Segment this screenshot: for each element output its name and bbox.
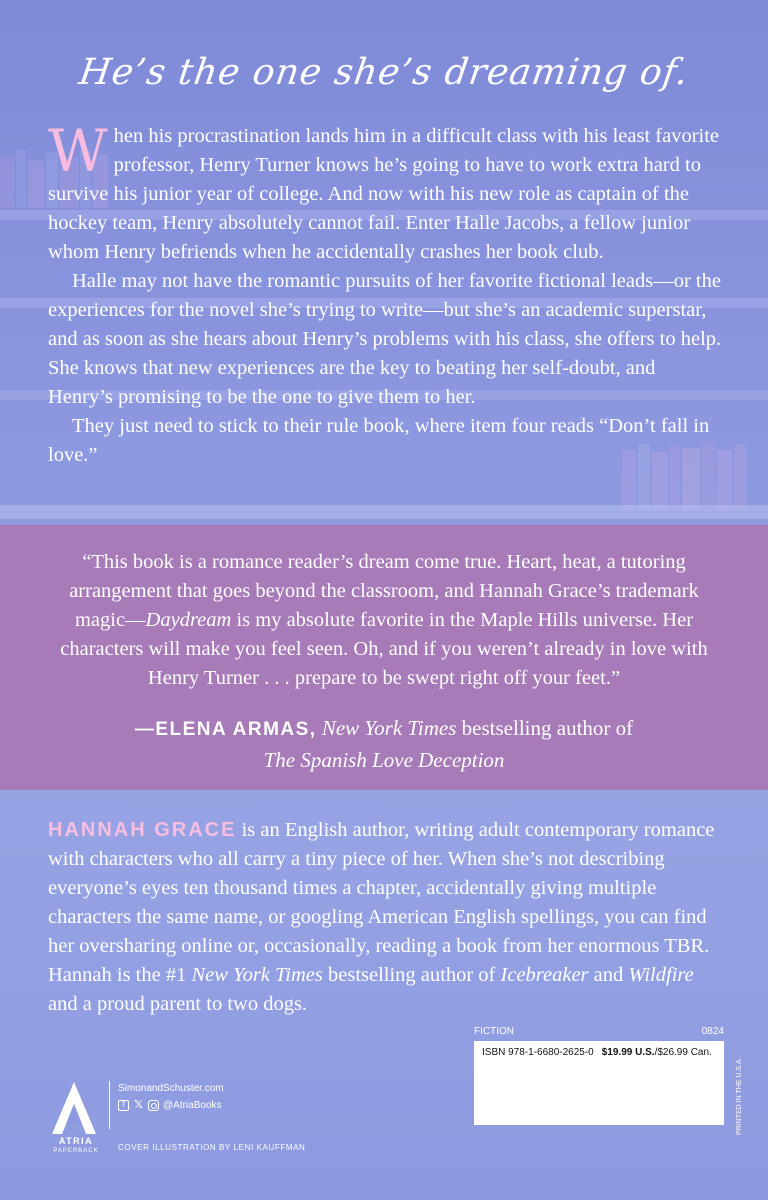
publisher-info [118,1083,318,1111]
book-description [48,117,724,470]
quote-attribution: —ELENA ARMAS, New York Times bestselling author of The Spanish Love Deception [134,716,634,772]
date-code: 0824 [701,1026,724,1037]
quote-author: —ELENA ARMAS, [134,719,317,740]
x-icon: 𝕏 [134,1099,143,1111]
category-label: FICTION [474,1026,514,1037]
publisher-name: ATRIA [58,1136,94,1146]
isbn-price-line [482,1047,716,1058]
facebook-icon: f [118,1100,129,1111]
drop-cap: W [48,117,108,185]
description-paragraph-1: When his procrastination lands him in a difficult class with his least favorite professor, Henry Turner knows he’s going to have to work extra hard to survive his junior year of college. And now with his new role as captain of the hockey team, Henry absolutely cannot fail. Enter Halle Jacobs, a fellow junior whom Henry befriends when he accidentally crashes her book club. [48,117,720,263]
printed-in-label: PRINTED IN THE U.S.A. [736,1057,743,1135]
author-name: HANNAH GRACE [48,819,237,841]
atria-a-icon [48,1080,100,1142]
publisher-divider [109,1081,110,1129]
barcode-area [474,1026,724,1128]
social-handle: @AtriaBooks [163,1100,222,1111]
isbn: ISBN 978-1-6680-2625-0 [482,1047,594,1058]
review-quote: “This book is a romance reader’s dream come true. Heart, heat, a tutoring arrangement that goes beyond the classroom, and Hannah Grace’s trademark magic—Daydream is my absolute favorite in the Maple Hills universe. Her characters will make you feel seen. Oh, and if you weren’t already in love with Henry Turner . . . prepare to be swept right off your feet.” [60,551,708,689]
quote-author-book: The Spanish Love Deception [263,748,505,772]
publisher-website: SimonandSchuster.com [118,1083,224,1094]
price-us: $19.99 U.S. [601,1047,655,1058]
publisher-imprint: PAPERBACK [53,1148,99,1154]
barcode-box [474,1041,724,1125]
social-links [118,1100,318,1111]
instagram-icon [148,1100,159,1111]
author-bio: HANNAH GRACE is an English author, writing adult contemporary romance with characters who all carry a tiny piece of her. When she’s not describing everyone’s eyes ten thousand times a chapter, accidentally giving multiple characters the same name, or googling American English spellings, you can find her oversharing online or, occasionally, reading a book from her enormous TBR. Hannah is the #1 New York Times bestselling author of Icebreaker and Wildfire and a proud parent to two dogs. [48,819,715,1015]
tagline: He’s the one she’s dreaming of. [76,52,692,93]
description-paragraph-3: They just need to stick to their rule book, where item four reads “Don’t fall in love.” [48,415,710,466]
cover-credit: COVER ILLUSTRATION BY LENI KAUFFMAN [118,1143,306,1152]
barcode-header [474,1026,724,1037]
description-paragraph-2: Halle may not have the romantic pursuits of her favorite fictional leads—or the experiences for the novel she’s trying to write—but she’s an academic superstar, and as soon as she hears about Henry’s problems with his class, she offers to help. She knows that new experiences are the key to beating her self-doubt, and Henry’s promising to be the one to give them to her. [48,270,722,408]
price-can: /$26.99 Can. [654,1047,712,1058]
